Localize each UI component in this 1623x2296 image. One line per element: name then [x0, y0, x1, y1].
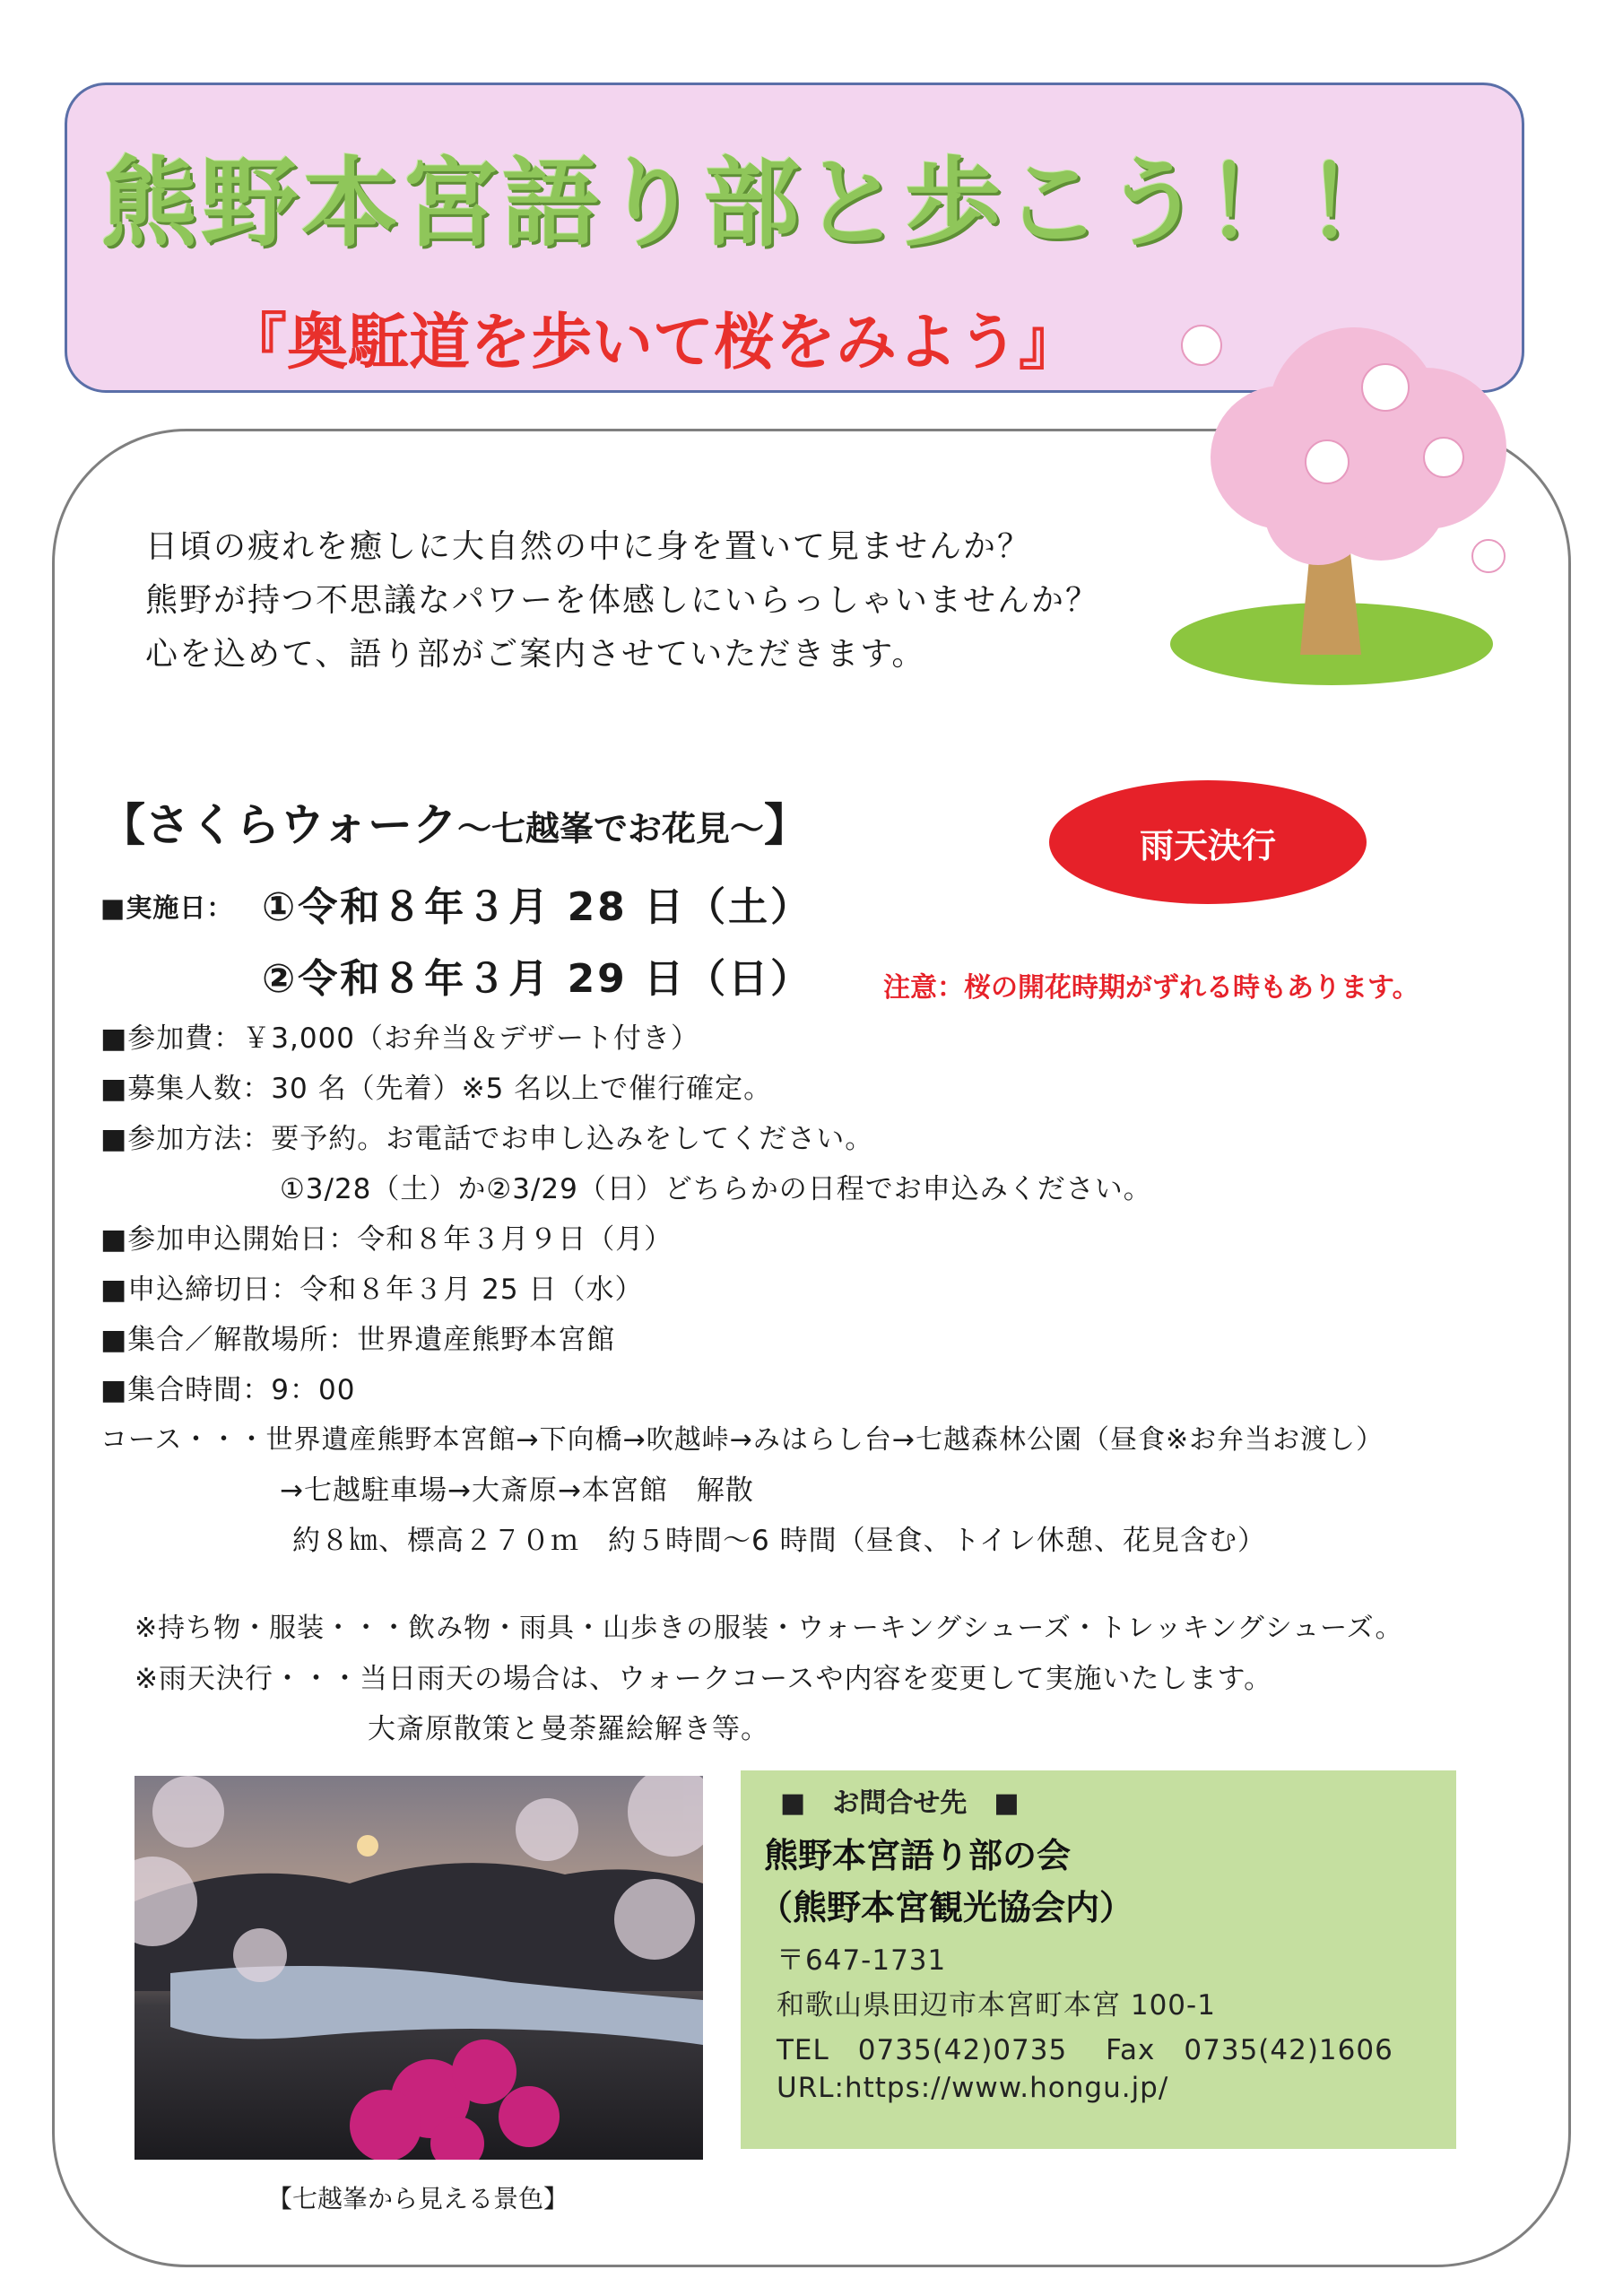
meeting-place-row: ■集合／解散場所：世界遺産熊野本宮館: [100, 1324, 616, 1356]
capacity-row: ■募集人数：30 名（先着）※5 名以上で催行確定。: [100, 1073, 773, 1105]
method-detail-row: ①3/28（土）か②3/29（日）どちらかの日程でお申込みください。: [280, 1173, 1152, 1205]
rain-note-detail: 大斎原散策と曼荼羅絵解き等。: [368, 1713, 769, 1745]
rain-or-shine-badge: 雨天決行: [1049, 780, 1367, 904]
scenery-photo: [135, 1776, 703, 2160]
event-date-2: ②令和８年３月 29 日（日）: [262, 956, 813, 1002]
date-label: ■実施日：: [100, 892, 234, 923]
contact-heading: ■ お問合せ先 ■: [780, 1787, 1020, 1819]
course-row-2: →七越駐車場→大斎原→本宮館 解散: [280, 1474, 754, 1507]
event-title-sub: ～七越峯でお花見～: [457, 809, 765, 848]
contact-organization: 熊野本宮語り部の会: [764, 1836, 1072, 1875]
course-row-3: 約８㎞、標高２７０ｍ 約５時間～6 時間（昼食、トイレ休憩、花見含む）: [292, 1525, 1267, 1557]
intro-text: [145, 520, 1221, 682]
items-note: ※持ち物・服装・・・飲み物・雨具・山歩きの服装・ウォーキングシューズ・トレッキングシューズ。: [135, 1613, 1403, 1644]
page-title: 熊野本宮語り部と歩こう！！: [100, 148, 1407, 260]
event-title: [100, 789, 809, 854]
intro-line: 心を込めて、語り部がご案内させていただきます。: [145, 636, 926, 673]
contact-phone-fax: TEL 0735(42)0735 Fax 0735(42)1606: [777, 2034, 1393, 2066]
meeting-time-row: ■集合時間：9：00: [100, 1374, 356, 1406]
contact-url[interactable]: URL:https://www.hongu.jp/: [777, 2072, 1169, 2104]
method-row: ■参加方法：要予約。お電話でお申し込みをしてください。: [100, 1123, 874, 1155]
fee-row: ■参加費：￥3,000（お弁当＆デザート付き）: [100, 1022, 700, 1055]
start-date-row: ■参加申込開始日：令和８年３月９日（月）: [100, 1223, 673, 1256]
page-subtitle: 『奥駈道を歩いて桜をみよう』: [226, 308, 1081, 378]
intro-line: 日頃の疲れを癒しに大自然の中に身を置いて見ませんか？: [145, 528, 1032, 565]
contact-organization-sub: （熊野本宮観光協会内）: [759, 1888, 1134, 1927]
date-label-row: [100, 888, 233, 925]
rain-note: ※雨天決行・・・当日雨天の場合は、ウォークコースや内容を変更して実施いたします。: [135, 1663, 1273, 1695]
contact-postal: 〒647-1731: [777, 1944, 947, 1977]
photo-caption: 【七越峯から見える景色】: [267, 2184, 569, 2213]
course-row: コース・・・世界遺産熊野本宮館→下向橋→吹越峠→みはらし台→七越森林公園（昼食※お弁当お渡し）: [100, 1424, 1384, 1456]
contact-address: 和歌山県田辺市本宮町本宮 100-1: [777, 1989, 1216, 2022]
event-title-main: 【さくらウォーク: [100, 799, 457, 851]
tree-canopy: [1211, 327, 1506, 565]
deadline-row: ■申込締切日：令和８年３月 25 日（水）: [100, 1274, 644, 1306]
event-date-1: ①令和８年３月 28 日（土）: [262, 884, 813, 930]
caution-note: 注意：桜の開花時期がずれる時もあります。: [883, 972, 1419, 1004]
event-title-end: 】: [764, 799, 810, 851]
intro-line: 熊野が持つ不思議なパワーを体感しにいらっしゃいませんか？: [145, 582, 1100, 619]
